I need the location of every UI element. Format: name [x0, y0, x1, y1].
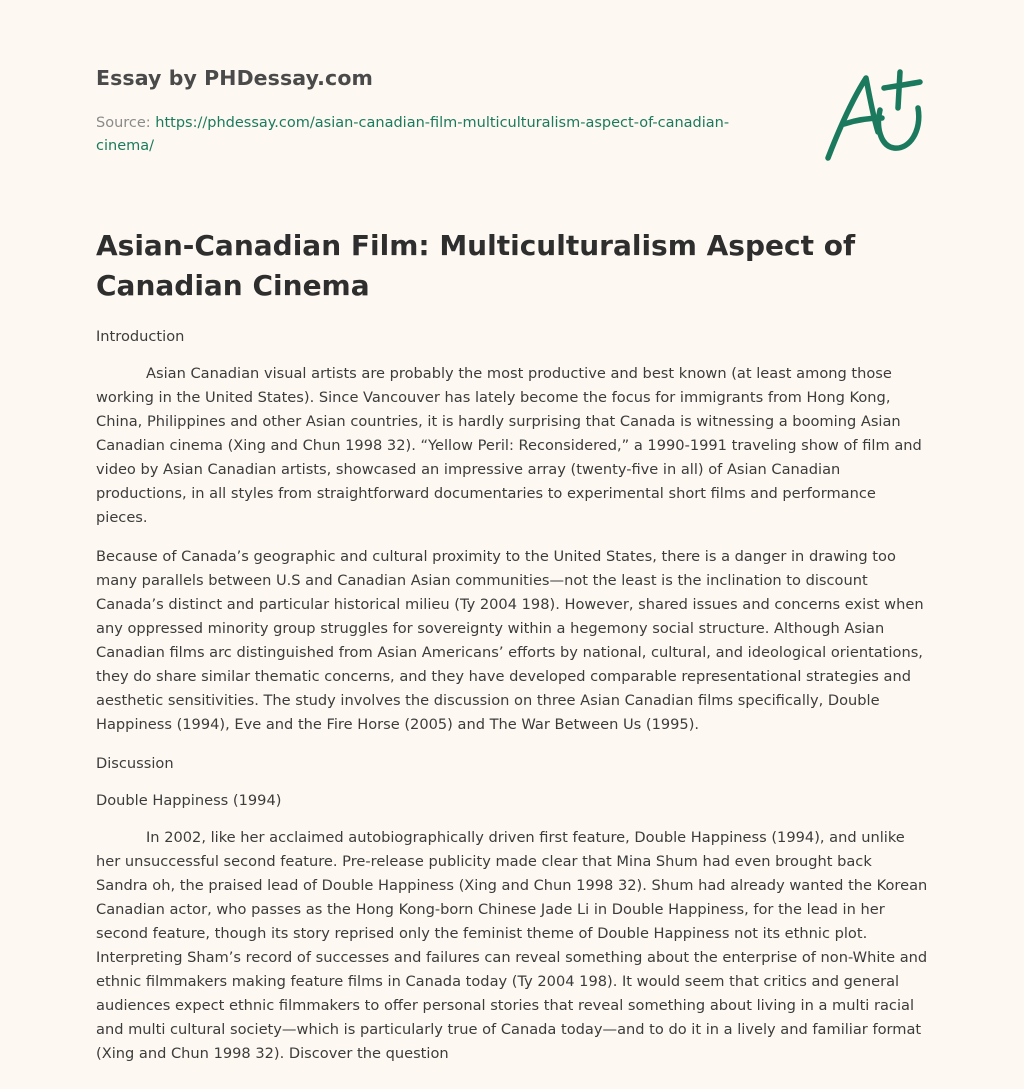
source-label: Source: — [96, 115, 151, 131]
article-title: Asian-Canadian Film: Multiculturalism Aspect of Canadian Cinema — [96, 229, 856, 302]
a-plus-logo-icon — [818, 64, 930, 168]
article-body — [96, 325, 928, 1081]
paragraph-1: Asian Canadian visual artists are probably the most productive and best known (at least among those working in the United States). Since Vancouver has lately become the focus for immigrants from Hong Kong, China, Philippines and other Asian countries, it is hardly surprising that Canada is witnessing a booming Asian Canadian cinema (Xing and Chun 1998 32). “Yellow Peril: Reconsidered,” a 1990-1991 traveling show of film and video by Asian Canadian artists, showcased an impressive array (twenty-five in all) of Asian Canadian productions, in all styles from straightforward documentaries to experimental short films and performance pieces. — [96, 365, 922, 526]
section-heading-discussion: Discussion — [96, 755, 174, 772]
paragraph-3: In 2002, like her acclaimed autobiographically driven first feature, Double Happiness (1994), and unlike her unsuccessful second feature. Pre-release publicity made clear that Mina Shum had even brought back Sandra oh, the praised lead of Double Happiness (Xing and Chun 1998 32). Shum had already wanted the Korean Canadian actor, who passes as the Hong Kong-born Chinese Jade Li in Double Happiness, for the lead in her second feature, though its story reprised only the feminist theme of Double Happiness not its ethnic plot. Interpreting Sham’s record of successes and failures can reveal something about the enterprise of non-White and ethnic filmmakers making feature films in Canada today (Ty 2004 198). It would seem that critics and general audiences expect ethnic filmmakers to offer personal stories that reveal something about living in a multi racial and multi cultural society—which is particularly true of Canada today—and to do it in a lively and familiar format (Xing and Chun 1998 32). Discover the question — [96, 829, 928, 1062]
source-line — [96, 112, 776, 158]
section-heading-introduction: Introduction — [96, 328, 185, 345]
paragraph-2: Because of Canada’s geographic and cultural proximity to the United States, there is a danger in drawing too many parallels between U.S and Canadian Asian communities—not the least is the inclination to discount Canada’s distinct and particular historical milieu (Ty 2004 198). However, shared issues and concerns exist when any oppressed minority group struggles for sovereignty within a hegemony social structure. Although Asian Canadian films arc distinguished from Asian Americans’ efforts by national, cultural, and ideological orientations, they do share similar thematic concerns, and they have developed comparable representational strategies and aesthetic sensitivities. The study involves the discussion on three Asian Canadian films specifically, Double Happiness (1994), Eve and the Fire Horse (2005) and The War Between Us (1995). — [96, 548, 924, 733]
subheading-double-happiness: Double Happiness (1994) — [96, 792, 282, 809]
site-brand: Essay by PHDessay.com — [96, 66, 373, 90]
source-link[interactable]: https://phdessay.com/asian-canadian-film-multiculturalism-aspect-of-canadian-cinema/ — [96, 115, 730, 154]
